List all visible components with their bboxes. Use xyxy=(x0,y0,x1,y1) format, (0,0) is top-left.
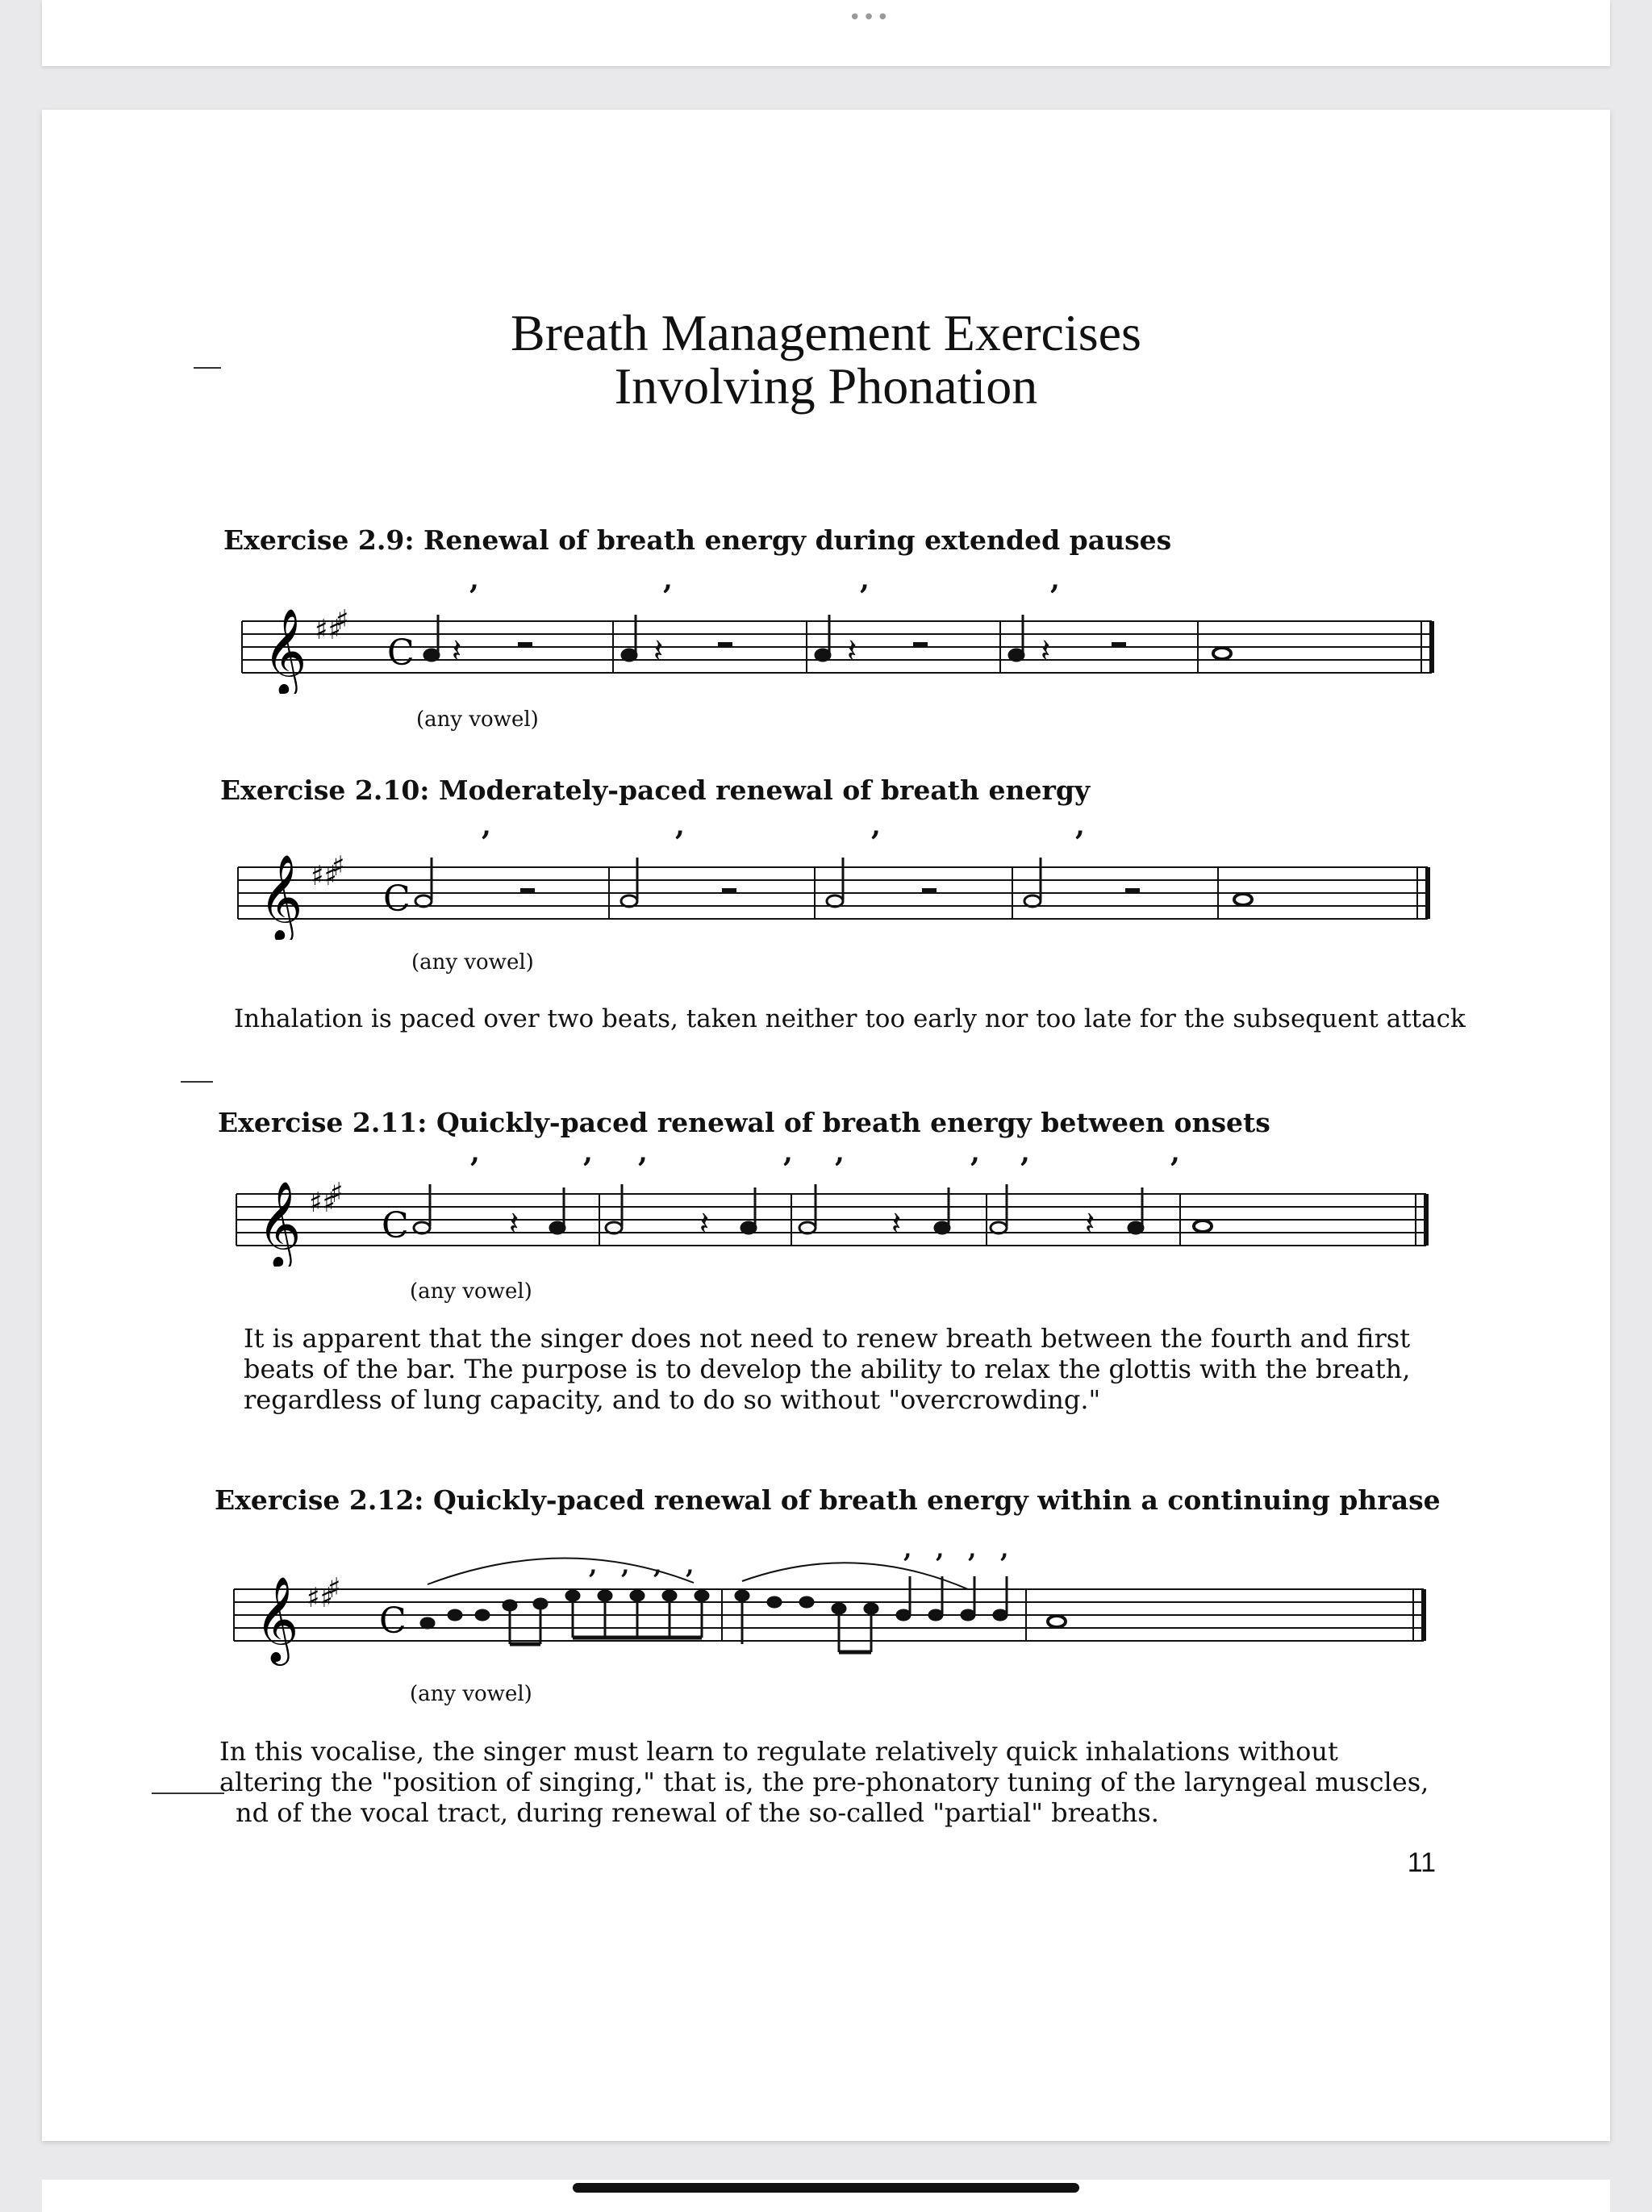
svg-text:C: C xyxy=(387,632,415,674)
svg-text:,: , xyxy=(470,1137,480,1169)
svg-text:C: C xyxy=(383,879,411,920)
svg-text:♯♯: ♯♯ xyxy=(307,1582,333,1614)
note-line: altering the "position of singing," that is, the pre-phonatory tuning of the laryngeal muscles, xyxy=(219,1767,1429,1797)
music-staff xyxy=(228,1137,1438,1267)
vowel-label: (any vowel) xyxy=(410,1682,532,1706)
svg-text:,: , xyxy=(968,1535,977,1563)
svg-text:,: , xyxy=(482,811,491,842)
svg-text:𝄽: 𝄽 xyxy=(509,1205,519,1242)
svg-text:𝄽: 𝄽 xyxy=(699,1205,710,1242)
svg-text:♯: ♯ xyxy=(330,1177,344,1209)
svg-text:,: , xyxy=(835,1137,845,1169)
svg-text:♯♯: ♯♯ xyxy=(311,860,337,892)
svg-text:,: , xyxy=(1050,565,1060,596)
margin-mark xyxy=(152,1793,224,1794)
svg-text:C: C xyxy=(382,1205,409,1246)
svg-text:𝄽: 𝄽 xyxy=(452,632,462,670)
svg-text:𝄞: 𝄞 xyxy=(255,1576,299,1662)
music-staff xyxy=(230,811,1440,940)
page-title: Breath Management Exercises Involving Phonation xyxy=(511,304,1141,415)
svg-text:♯: ♯ xyxy=(332,850,345,883)
svg-text:,: , xyxy=(1000,1535,1009,1563)
svg-text:𝄽: 𝄽 xyxy=(847,632,857,670)
exercise-heading: Exercise 2.11: Quickly-paced renewal of breath energy between onsets xyxy=(218,1107,1270,1138)
margin-mark xyxy=(181,1081,213,1083)
svg-text:,: , xyxy=(583,1137,593,1169)
svg-text:♯: ♯ xyxy=(327,1572,341,1605)
svg-text:𝄽: 𝄽 xyxy=(891,1205,902,1242)
music-staff xyxy=(234,565,1444,694)
exercise-heading: Exercise 2.10: Moderately-paced renewal of breath energy xyxy=(220,774,1091,806)
svg-text:,: , xyxy=(936,1535,945,1563)
svg-text:♯♯: ♯♯ xyxy=(309,1187,336,1219)
exercise-note: Inhalation is paced over two beats, taken neither too early nor too late for the subsequent attack xyxy=(234,1004,1466,1033)
svg-text:♯: ♯ xyxy=(336,604,349,636)
svg-text:,: , xyxy=(686,1551,695,1580)
svg-text:,: , xyxy=(1020,1137,1030,1169)
svg-text:,: , xyxy=(871,811,881,842)
note-line: nd of the vocal tract, during renewal of the so-called "partial" breaths. xyxy=(236,1797,1159,1828)
svg-text:♯♯: ♯♯ xyxy=(315,614,341,646)
svg-text:𝄞: 𝄞 xyxy=(263,607,307,694)
svg-text:,: , xyxy=(589,1551,598,1580)
svg-text:,: , xyxy=(653,1551,662,1580)
ellipsis-icon[interactable]: ••• xyxy=(849,6,891,30)
svg-text:,: , xyxy=(1170,1137,1180,1169)
previous-page xyxy=(42,0,1610,66)
svg-text:,: , xyxy=(1075,811,1085,842)
vowel-label: (any vowel) xyxy=(411,950,534,975)
page-number: 11 xyxy=(1407,1847,1436,1878)
exercise-note xyxy=(219,1736,1429,1828)
home-indicator[interactable] xyxy=(573,2183,1079,2193)
exercise-heading: Exercise 2.12: Quickly-paced renewal of breath energy within a continuing phrase xyxy=(215,1484,1441,1516)
svg-text:,: , xyxy=(783,1137,793,1169)
svg-text:,: , xyxy=(903,1535,912,1563)
svg-text:,: , xyxy=(638,1137,648,1169)
svg-text:𝄞: 𝄞 xyxy=(259,853,303,940)
vowel-label: (any vowel) xyxy=(410,1279,532,1304)
svg-text:,: , xyxy=(663,565,673,596)
note-line: beats of the bar. The purpose is to develop the ability to relax the glottis with the breath, xyxy=(244,1354,1411,1384)
exercise-note xyxy=(244,1323,1410,1415)
note-line: In this vocalise, the singer must learn to regulate relatively quick inhalations without xyxy=(219,1736,1338,1767)
svg-text:,: , xyxy=(675,811,685,842)
note-line: regardless of lung capacity, and to do so without "overcrowding." xyxy=(244,1384,1101,1415)
svg-text:𝄽: 𝄽 xyxy=(653,632,664,670)
svg-text:,: , xyxy=(621,1551,630,1580)
music-staff xyxy=(226,1525,1436,1670)
exercise-heading: Exercise 2.9: Renewal of breath energy during extended pauses xyxy=(223,524,1172,556)
svg-text:𝄽: 𝄽 xyxy=(1041,632,1051,670)
svg-text:𝄽: 𝄽 xyxy=(1085,1205,1095,1242)
vowel-label: (any vowel) xyxy=(416,707,539,732)
note-line: It is apparent that the singer does not need to renew breath between the fourth and first xyxy=(244,1323,1411,1354)
svg-text:C: C xyxy=(379,1601,407,1642)
svg-text:,: , xyxy=(469,565,479,596)
svg-text:𝄞: 𝄞 xyxy=(257,1180,302,1267)
svg-text:,: , xyxy=(860,565,870,596)
svg-text:,: , xyxy=(970,1137,980,1169)
